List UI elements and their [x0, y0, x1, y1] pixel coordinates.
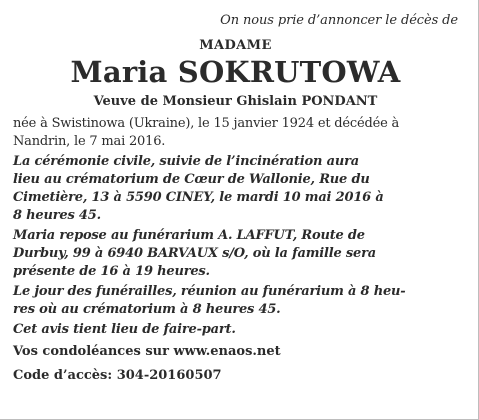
ceremony-line: La cérémonie civile, suivie de l’incinération aura [13, 154, 359, 169]
birth-death-paragraph [13, 115, 458, 151]
funerarium-line: Maria repose au funérarium A. LAFFUT, Route de [13, 228, 365, 243]
widow-of-text: Veuve de Monsieur Ghislain PONDANT [93, 94, 378, 109]
ceremony-line: lieu au crématorium de Cœur de Wallonie, Rue du [13, 172, 370, 187]
condolences-text: Vos condoléances sur www.enaos.net [13, 344, 281, 359]
funerarium-line: présente de 16 à 19 heures. [13, 264, 210, 279]
funerarium-paragraph [13, 227, 458, 281]
funeral-day-line: res où au crématorium à 8 heures 45. [13, 302, 281, 317]
access-code-text: Code d’accès: 304-20160507 [13, 368, 222, 383]
birth-death-line: Nandrin, le 7 mai 2016. [13, 134, 166, 149]
funerarium-line: Durbuy, 99 à 6940 BARVAUX s/O, où la famille sera [13, 246, 376, 261]
funeral-day-line: Le jour des funérailles, réunion au funérarium à 8 heu- [13, 284, 406, 299]
funeral-day-paragraph [13, 283, 458, 319]
honorific-title: MADAME [199, 38, 272, 53]
ceremony-line: 8 heures 45. [13, 208, 101, 223]
birth-death-line: née à Swistinowa (Ukraine), le 15 janvier 1924 et décédée à [13, 116, 400, 131]
intro-text: On nous prie d’annoncer le décès de [220, 13, 458, 28]
faire-part-text: Cet avis tient lieu de faire-part. [13, 322, 236, 337]
deceased-name: Maria SOKRUTOWA [70, 55, 401, 89]
ceremony-paragraph [13, 153, 458, 225]
ceremony-line: Cimetière, 13 à 5590 CINEY, le mardi 10 mai 2016 à [13, 190, 384, 205]
